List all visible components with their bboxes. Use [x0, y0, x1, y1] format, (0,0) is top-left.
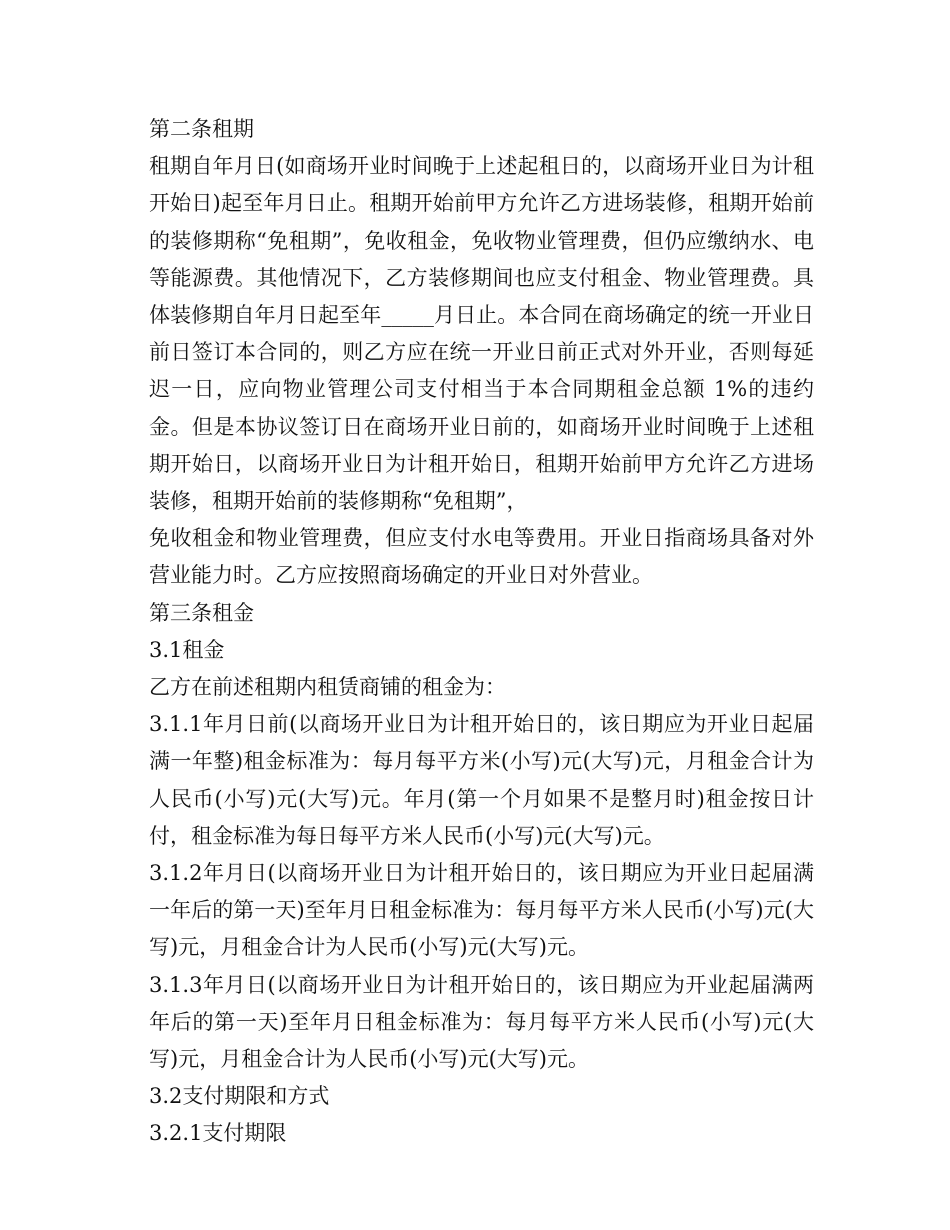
paragraph-rent-3-1-1: 3.1.1年月日前(以商场开业日为计租开始日的，该日期应为开业日起届满一年整)租金标准为：每月每平方米(小写)元(大写)元，月租金合计为人民币(小写)元(大写)元。年月(第一个月如果不是整月时)租金按日计付，租金标准为每日每平方米人民币(小写)元(大写)元。	[149, 712, 814, 848]
paragraph-rent-intro: 乙方在前述租期内租赁商铺的租金为：	[149, 675, 506, 700]
subheading-rent: 3.1租金	[149, 637, 225, 662]
document-body	[138, 111, 814, 1153]
paragraph-rent-3-1-2: 3.1.2年月日(以商场开业日为计租开始日的，该日期应为开业日起届满一年后的第一天)至年月日租金标准为：每月每平方米人民币(小写)元(大写)元，月租金合计为人民币(小写)元(大写)元。	[149, 861, 814, 960]
section-heading-lease-term: 第二条租期	[149, 117, 254, 141]
section-heading-rent: 第三条租金	[149, 600, 254, 625]
paragraph-rent-free: 免收租金和物业管理费，但应支付水电等费用。开业日指商场具备对外营业能力时。乙方应按照商场确定的开业日对外营业。	[149, 526, 814, 588]
subheading-payment-terms: 3.2支付期限和方式	[149, 1084, 330, 1109]
paragraph-lease-term: 租期自年月日(如商场开业时间晚于上述起租日的，以商场开业日为计租开始日)起至年月日止。租期开始前甲方允许乙方进场装修，租期开始前的装修期称“免租期”，免收租金，免收物业管理费，但仍应缴纳水、电等能源费。其他情况下，乙方装修期间也应支付租金、物业管理费。具体装修期自年月日起至年_____月日止。本合同在商场确定的统一开业日前日签订本合同的，则乙方应在统一开业日前正式对外开业，否则每延迟一日，应向物业管理公司支付相当于本合同期租金总额 1%的违约金。但是本协议签订日在商场开业日前的，如商场开业时间晚于上述租期开始日，以商场开业日为计租开始日，租期开始前甲方允许乙方进场装修，租期开始前的装修期称“免租期”，	[149, 154, 814, 514]
paragraph-rent-3-1-3: 3.1.3年月日(以商场开业日为计租开始日的，该日期应为开业起届满两年后的第一天)至年月日租金标准为：每月每平方米人民币(小写)元(大写)元，月租金合计为人民币(小写)元(大写)元。	[149, 972, 814, 1072]
subheading-payment-period: 3.2.1支付期限	[149, 1121, 287, 1146]
